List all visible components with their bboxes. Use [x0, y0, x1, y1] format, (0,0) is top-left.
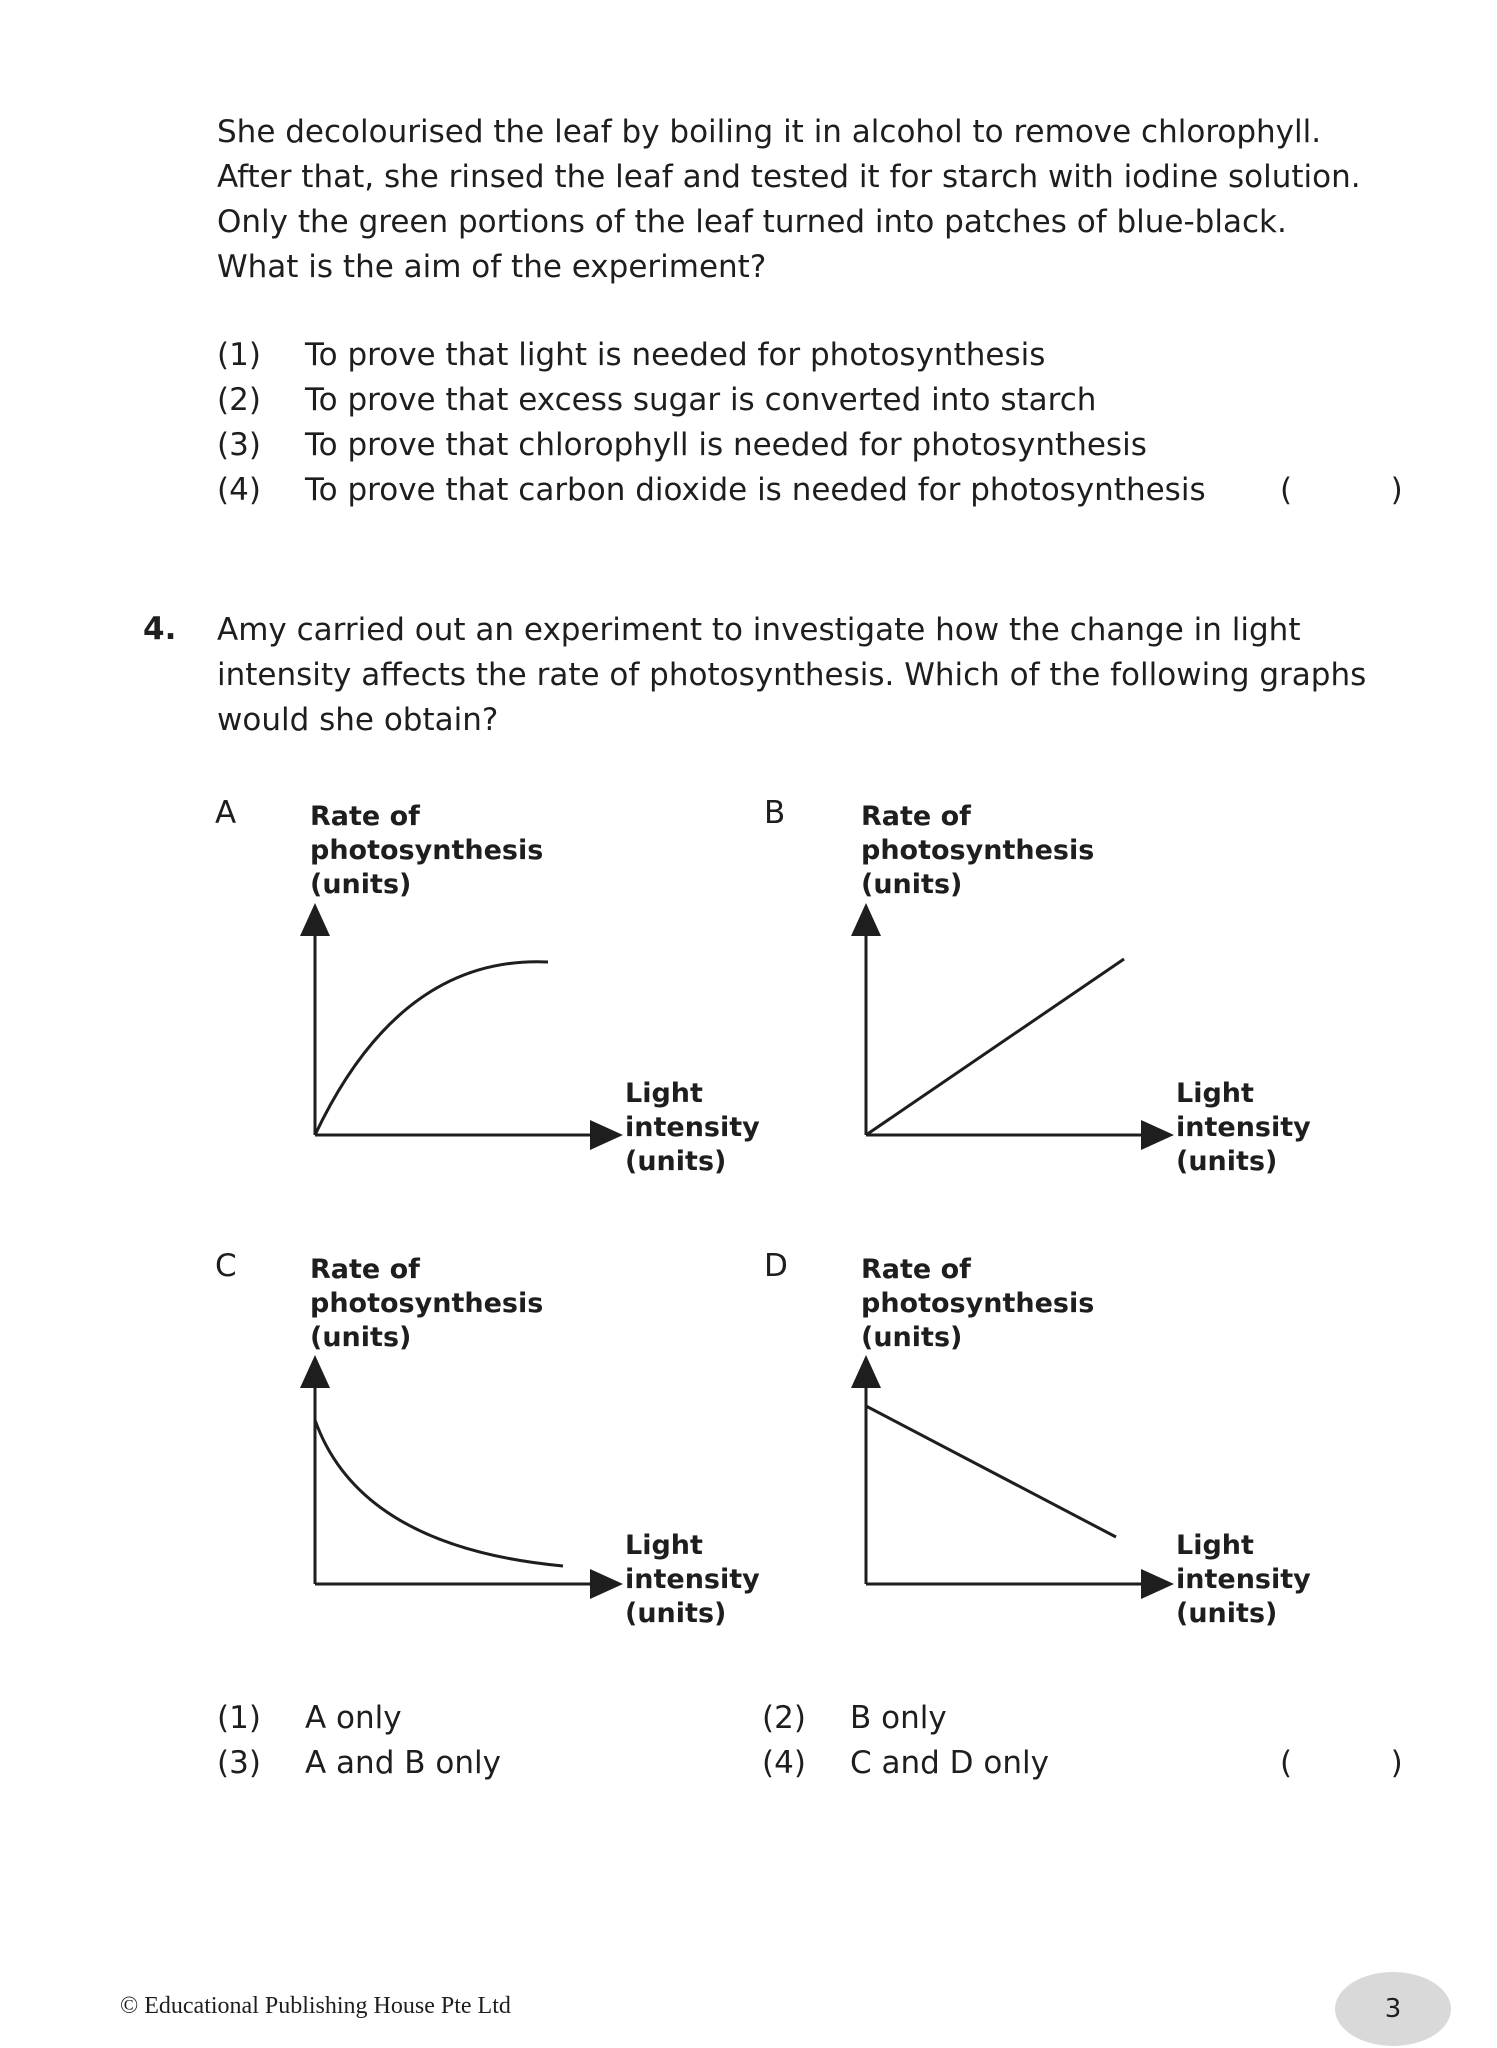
graph-a-xlabel: Light intensity (units): [625, 1078, 760, 1177]
q4-stem-line: Amy carried out an experiment to investigate how the change in light: [217, 612, 1301, 648]
graph-b-xlabel: Light intensity (units): [1176, 1078, 1311, 1177]
option-number: (1): [217, 1700, 261, 1736]
page-number: 3: [1335, 1972, 1451, 2046]
q3-answer-blank[interactable]: ( ): [1280, 472, 1403, 508]
graph-d-ylabel: Rate of photosynthesis (units): [861, 1254, 1095, 1353]
graph-d-xlabel: Light intensity (units): [1176, 1530, 1311, 1629]
graph-a-letter: A: [215, 795, 237, 831]
q3-options: [217, 337, 1417, 527]
option-number: (3): [217, 1745, 261, 1781]
option-text: A and B only: [305, 1745, 501, 1781]
q3-stem-line: She decolourised the leaf by boiling it in alcohol to remove chlorophyll.: [217, 114, 1322, 150]
q4-stem-line: would she obtain?: [217, 702, 499, 738]
graph-c: [300, 1362, 620, 1592]
graph-b-ylabel: Rate of photosynthesis (units): [861, 801, 1095, 900]
graph-a-ylabel: Rate of photosynthesis (units): [310, 801, 544, 900]
q3-stem-line: Only the green portions of the leaf turned into patches of blue-black.: [217, 204, 1287, 240]
q4-stem-line: intensity affects the rate of photosynthesis. Which of the following graphs: [217, 657, 1367, 693]
option-number: (2): [762, 1700, 806, 1736]
option-number: (4): [217, 472, 261, 508]
graph-d-line: [866, 1406, 1116, 1537]
graph-d: [851, 1362, 1171, 1592]
option-number: (2): [217, 382, 261, 418]
graph-a: [300, 910, 620, 1140]
graph-b: [851, 910, 1171, 1140]
q3-stem-line: What is the aim of the experiment?: [217, 249, 767, 285]
option-text: To prove that excess sugar is converted into starch: [305, 382, 1097, 418]
graph-b-letter: B: [764, 795, 786, 831]
option-text: B only: [850, 1700, 947, 1736]
q4-stem: [217, 608, 1366, 743]
q4-number: 4.: [143, 611, 177, 647]
graph-c-curve: [315, 1420, 563, 1566]
q3-stem: [217, 110, 1361, 290]
graph-c-xlabel: Light intensity (units): [625, 1530, 760, 1629]
q4-options: [217, 1700, 1417, 1800]
option-number: (3): [217, 427, 261, 463]
option-text: To prove that carbon dioxide is needed for photosynthesis: [305, 472, 1206, 508]
option-text: A only: [305, 1700, 402, 1736]
option-text: To prove that chlorophyll is needed for photosynthesis: [305, 427, 1147, 463]
q3-stem-line: After that, she rinsed the leaf and tested it for starch with iodine solution.: [217, 159, 1361, 195]
graph-c-ylabel: Rate of photosynthesis (units): [310, 1254, 544, 1353]
option-number: (1): [217, 337, 261, 373]
graph-b-line: [866, 959, 1124, 1135]
option-number: (4): [762, 1745, 806, 1781]
graph-d-letter: D: [764, 1248, 788, 1284]
q4-answer-blank[interactable]: ( ): [1280, 1745, 1403, 1781]
option-text: C and D only: [850, 1745, 1049, 1781]
copyright-notice: © Educational Publishing House Pte Ltd: [120, 1993, 511, 2019]
graph-a-curve: [315, 962, 548, 1135]
graph-c-letter: C: [215, 1248, 237, 1284]
option-text: To prove that light is needed for photosynthesis: [305, 337, 1046, 373]
